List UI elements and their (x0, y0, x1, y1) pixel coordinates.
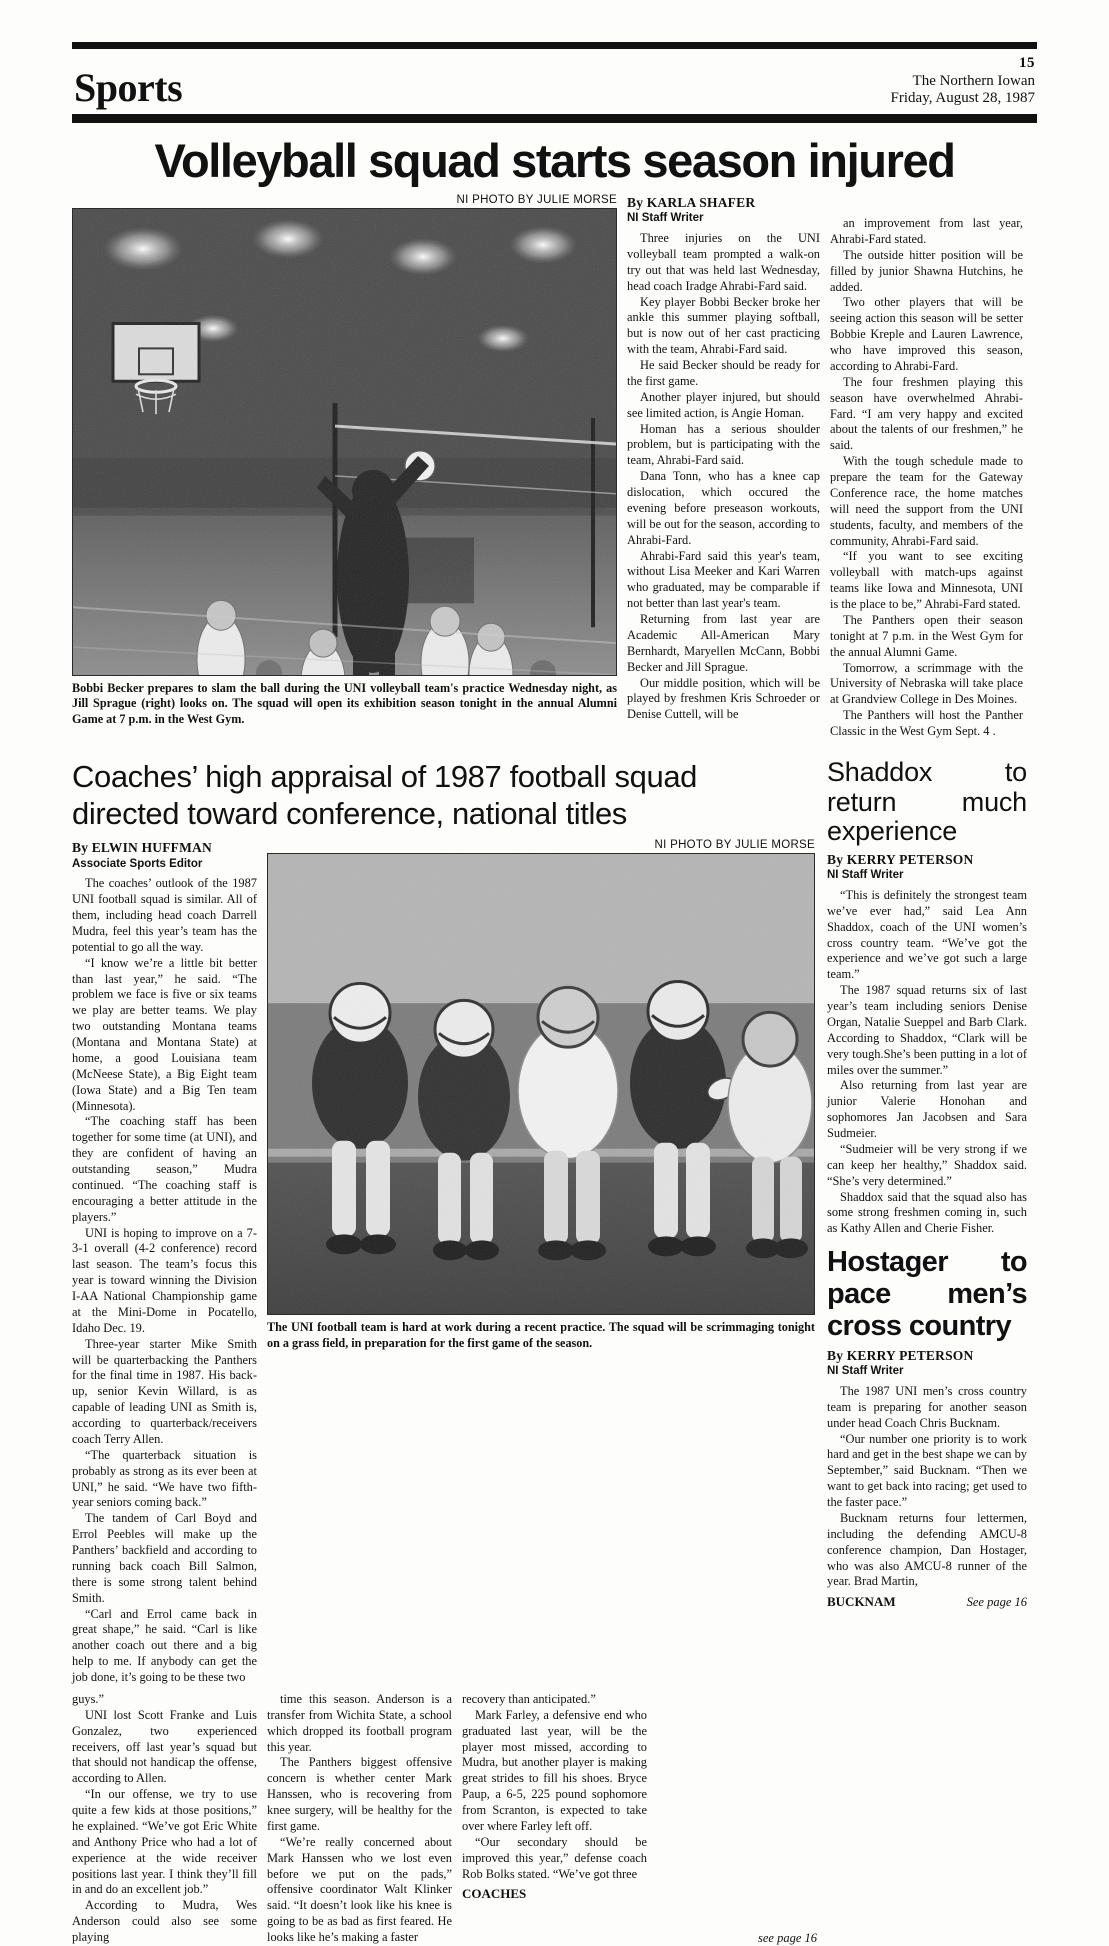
volleyball-photo (72, 208, 617, 676)
right-rail (827, 750, 1027, 1946)
football-byline-title: Associate Sports Editor (72, 857, 203, 870)
paragraph: “This is definitely the strongest team we’ve ever had,” said Lea Ann Shaddox, coach of the UNI women’s cross country team. “We’ve got the experience and we’ve got such a large team.” (827, 887, 1027, 982)
football-photo (267, 853, 815, 1315)
football-bottom-column-1 (72, 1692, 257, 1946)
paragraph: The tandem of Carl Boyd and Errol Peebles will make up the Panthers’ backfield and according to running back coach Bill Salmon, there is some strong talent behind Smith. (72, 1511, 257, 1605)
football-bottom-row (72, 1692, 817, 1946)
paragraph: Returning from last year are Academic All-American Mary Bernhardt, Maryellen McCann, Bobbi Becker and Jill Sprague. (627, 612, 820, 674)
paragraph: Tomorrow, a scrimmage with the University of Nebraska will take place at Grandview College in Des Moines. (830, 660, 1023, 707)
football-byline-name: By ELWIN HUFFMAN (72, 840, 212, 856)
football-photo-credit: NI PHOTO BY JULIE MORSE (654, 839, 815, 852)
hostager-headline: Hostager to pace men’s cross country (827, 1246, 1027, 1343)
hostager-jump-line (827, 1594, 1027, 1611)
lower-section (72, 750, 1037, 1946)
paragraph: Also returning from last year are junior Valerie Honohan and sophomores Jan Jacobsen and Sara Sudmeier. (827, 1078, 1027, 1141)
paper-name: The Northern Iowan (912, 72, 1035, 89)
volleyball-photo-caption: Bobbi Becker prepares to slam the ball during the UNI volleyball team's practice Wednesday night, as Jill Sprague (right) looks on. The squad will open its exhibition season tonight in the annual Alumni Game at 7 p.m. in the West Gym. (72, 681, 617, 726)
lead-story-block (72, 194, 1037, 740)
paragraph: Homan has a serious shoulder problem, but is participating with the team, Ahrabi-Fard said. (627, 421, 820, 468)
paragraph: “In our offense, we try to use quite a few kids at those positions,” he explained. “We’ve got Eric White and Anthony Price who had a lot of experience at the wide receiver positions last year. I think they’ll fill in and do an excellent job.” (72, 1787, 257, 1897)
paragraph: The Panthers open their season tonight at 7 p.m. in the West Gym for the annual Alumni Game. (830, 612, 1023, 659)
volleyball-photo-image (73, 209, 616, 675)
paragraph: Another player injured, but should see limited action, is Angie Homan. (627, 389, 820, 420)
paragraph: He said Becker should be ready for the first game. (627, 358, 820, 388)
paragraph: an improvement from last year, Ahrabi-Fard stated. (830, 216, 1023, 246)
masthead-rule-top (72, 42, 1037, 49)
paragraph: guys.” (72, 1691, 105, 1706)
paragraph: The Panthers biggest offensive concern is whether center Mark Hanssen, who is recovering from knee surgery, will be healthy for the first game. (267, 1755, 452, 1833)
football-see-page[interactable]: see page 16 (757, 1930, 817, 1945)
paragraph: The Panthers will host the Panther Classic in the West Gym Sept. 4 . (830, 708, 1023, 739)
shaddox-byline-title: NI Staff Writer (827, 869, 904, 882)
hostager-jump-label[interactable]: BUCKNAM (827, 1594, 896, 1610)
page-number: 15 (1019, 55, 1035, 71)
masthead-meta (891, 55, 1035, 108)
paragraph: “Sudmeier will be very strong if we can keep her healthy,” Shaddox said. “She’s very determined.” (827, 1141, 1027, 1188)
paragraph: UNI is hoping to improve on a 7-3-1 overall (4-2 conference) record last season. The team’s focus this year is toward winning the Division I-AA National Championship game at the Mini-Dome in Pocatello, Idaho Dec. 19. (72, 1225, 257, 1335)
paragraph: Ahrabi-Fard said this year's team, without Lisa Meeker and Kari Warren who graduated, may be comparable if not better than last year's team. (627, 548, 820, 611)
paragraph: Shaddox said that the squad also has some strong freshmen coming in, such as Kathy Allen and Cherie Fisher. (827, 1189, 1027, 1236)
paragraph: Bucknam returns four lettermen, including the defending AMCU-8 conference champion, Dan Hostager, who was also AMCU-8 runner of the year. Brad Martin, (827, 1510, 1027, 1589)
shaddox-headline: Shaddox to return much experience (827, 756, 1027, 847)
hostager-see-page[interactable]: See page 16 (966, 1595, 1027, 1610)
paragraph: “The quarterback situation is probably as strong as its ever been at UNI,” he said. “We have two fifth-year seniors coming back.” (72, 1447, 257, 1510)
football-package (72, 750, 817, 1946)
paragraph: Dana Tonn, who has a knee cap dislocation, which occured the evening before preseason workouts, will be out for the season, according to Ahrabi-Fard. (627, 469, 820, 547)
lead-photo-credit: NI PHOTO BY JULIE MORSE (456, 194, 617, 207)
paragraph: Three-year starter Mike Smith will be quarterbacking the Panthers for the final time in 1987. His back-up, senior Kevin Willard, is as capable of leading UNI as Smith is, according to quarterback/receivers coach Terry Allen. (72, 1336, 257, 1446)
paragraph: According to Mudra, Wes Anderson could also see some playing (72, 1898, 257, 1945)
football-bottom-column-2 (267, 1692, 452, 1946)
lead-byline-name: By KARLA SHAFER (627, 195, 756, 211)
paper-date: Friday, August 28, 1987 (890, 90, 1035, 107)
football-column-1 (72, 839, 257, 1686)
shaddox-byline-name: By KERRY PETERSON (827, 852, 974, 867)
masthead (72, 49, 1037, 112)
lead-photo-column (72, 194, 617, 740)
paragraph: “We’re really concerned about Mark Hanssen who we lost even before we put on the pads,” offensive coordinator Walt Klinker said. “It doesn’t look like his knee is going to be as bad as first feared. He looks like he’s making a faster (267, 1834, 452, 1945)
paragraph: recovery than anticipated.” (462, 1691, 596, 1706)
paragraph: The outside hitter position will be filled by junior Shawna Hutchins, he added. (830, 247, 1023, 294)
football-photo-caption: The UNI football team is hard at work during a recent practice. The squad will be scrimmaging tonight on a grass field, in preparation for the first game of the season. (267, 1320, 815, 1350)
paragraph: “If you want to see exciting volleyball with match-ups against teams like Iowa and Minnesota, UNI is the place to be,” Ahrabi-Fard stated. (830, 549, 1023, 612)
masthead-rule-bottom (72, 114, 1037, 123)
paragraph: Three injuries on the UNI volleyball team prompted a walk-on try out that was held last Wednesday, head coach Iradge Ahrabi-Fard said. (627, 231, 820, 293)
football-photo-image (268, 854, 814, 1314)
football-headline-line-1: Coaches’ high appraisal of 1987 football squad (72, 758, 698, 794)
paragraph: Our middle position, which will be played by freshmen Kris Schroeder or Denise Cuttell, will be (627, 675, 820, 722)
paragraph: “Our secondary should be improved this year,” defense coach Rob Bolks stated. “We’ve got three (462, 1834, 647, 1881)
paragraph: Two other players that will be seeing action this season will be setter Bobbie Kreple and Lauren Lawrence, who have improved this season, according to Ahrabi-Fard. (830, 295, 1023, 373)
paragraph: UNI lost Scott Franke and Luis Gonzalez, two experienced receivers, off last year’s squad but that should not handicap the offense, according to Allen. (72, 1707, 257, 1786)
lead-story-column-1 (627, 194, 820, 740)
football-jump-label[interactable]: COACHES (462, 1886, 527, 1902)
football-jump-line (462, 1886, 647, 1903)
section-title: Sports (74, 65, 183, 111)
paragraph: Mark Farley, a defensive end who graduated last year, will be the player most missed, according to Mudra, but another player is making great strides to fill his shoes. Bryce Paup, a 6-5, 225 pound sophomore from Scranton, is expected to take over where Farley left off. (462, 1707, 647, 1833)
football-jump-column (657, 1692, 817, 1946)
hostager-byline-title: NI Staff Writer (827, 1365, 904, 1378)
hostager-byline-name: By KERRY PETERSON (827, 1347, 974, 1363)
paragraph: The four freshmen playing this season have overwhelmed Ahrabi-Fard. “I am very happy and excited about the talents of our freshmen,” he said. (830, 374, 1023, 453)
newspaper-page (72, 42, 1037, 1945)
paragraph: The 1987 UNI men’s cross country team is preparing for another season under head Coach Chris Bucknam. (827, 1383, 1027, 1430)
paragraph: Key player Bobbi Becker broke her ankle this summer playing softball, but is now out of her cast practicing with the team, Ahrabi-Fard said. (627, 294, 820, 357)
paragraph: “The coaching staff has been together for some time (at UNI), and they are confident of having an outstanding season,” Mudra continued. “The coaching staff is encouraging a better attitude in the players.” (72, 1114, 257, 1224)
paragraph: With the tough schedule made to prepare the team for the Gateway Conference race, the home matches will need the support from the UNI students, faculty, and members of the community, Ahrabi-Fard said. (830, 454, 1023, 548)
football-bottom-column-3 (462, 1692, 647, 1946)
paragraph: “I know we’re a little bit better than last year,” he said. “The problem we face is five or six teams we play are better teams. We play two outstanding Montana teams (Montana and Montana State) at home, a good Louisiana team (McNeese State), a Big Eight team (Iowa State) and a Big Ten team (Minnesota). (72, 955, 257, 1113)
lead-byline-title: NI Staff Writer (627, 212, 704, 225)
paragraph: The coaches’ outlook of the 1987 UNI football squad is similar. All of them, including head coach Darrell Mudra, feel this year’s team has the potential to go all the way. (72, 876, 257, 954)
football-top-row (72, 839, 817, 1686)
football-photo-column (267, 839, 815, 1686)
lead-headline: Volleyball squad starts season injured (154, 134, 955, 188)
lead-story-column-2 (830, 194, 1023, 740)
paragraph: time this season. Anderson is a transfer from Wichita State, a school which dropped its football program this year. (267, 1691, 452, 1754)
paragraph: “Our number one priority is to work hard and get in the best shape we can by September,” said Bucknam. “Then we want to get back into racing; get used to the faster pace.” (827, 1431, 1027, 1510)
paragraph: The 1987 squad returns six of last year’s team including seniors Denise Organ, Natalie Sueppel and Barb Clark. According to Shaddox, “Clark will be very tough.She’s been putting in a lot of miles over the summer.” (827, 983, 1027, 1077)
paragraph: “Carl and Errol came back in great shape,” he said. “Carl is like another coach out there and a big help to me. If anybody can get the job done, it’s going to be these two (72, 1606, 257, 1685)
football-headline-line-2: directed toward conference, national titles (72, 795, 627, 831)
